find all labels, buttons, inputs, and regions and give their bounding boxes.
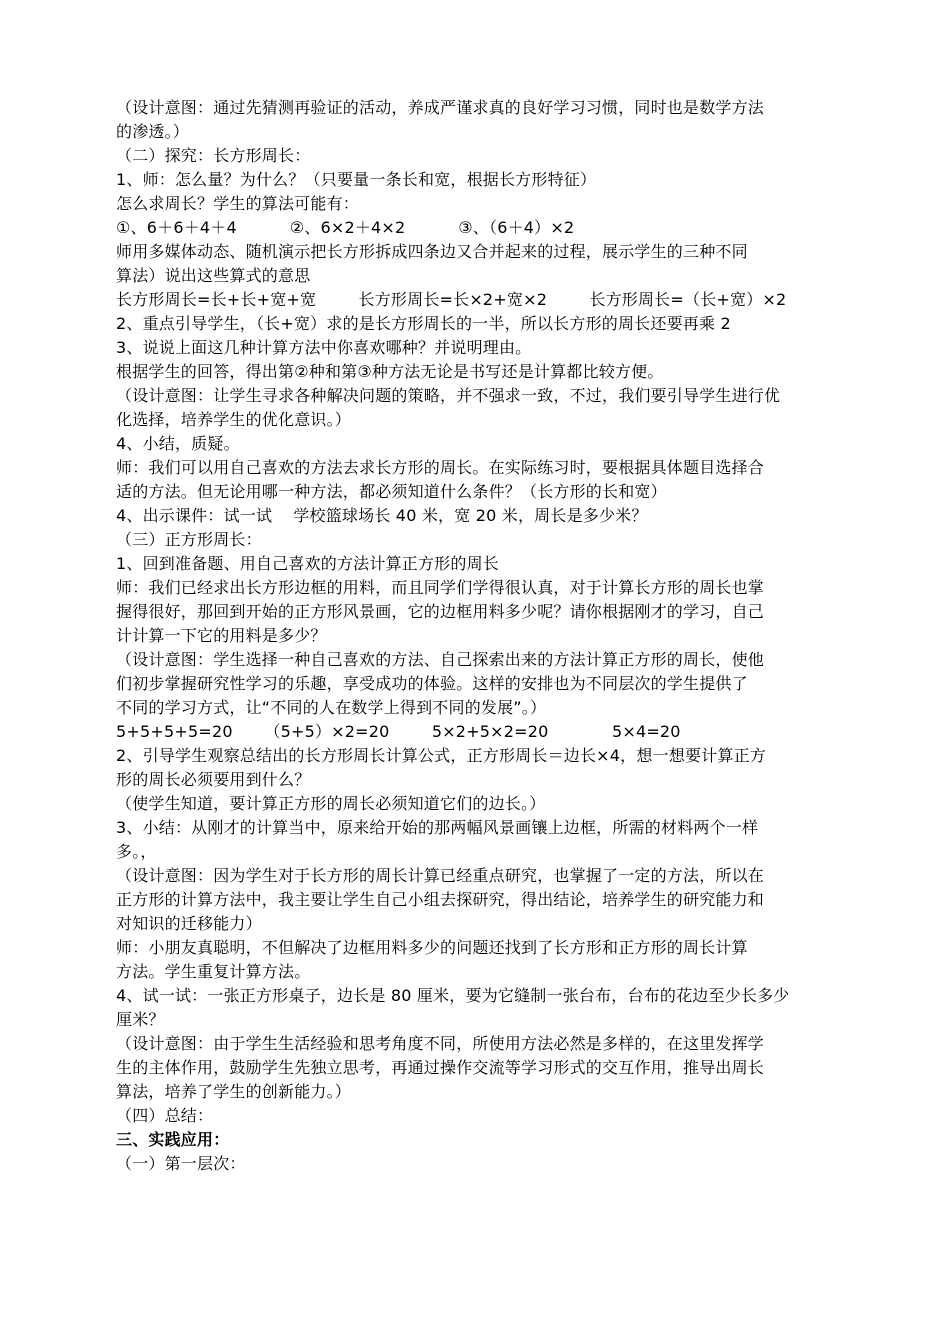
text-line: 4、试一试：一张正方形桌子，边长是 80 厘米，要为它缝制一张台布，台布的花边至少长多少: [116, 986, 790, 1005]
text-line: 算法）说出这些算式的意思: [116, 266, 311, 285]
text-line: 1、师：怎么量？为什么？（只要量一条长和宽，根据长方形特征）: [116, 170, 597, 189]
text-line: （设计意图：由于学生生活经验和思考角度不同，所使用方法必然是多样的，在这里发挥学: [116, 1034, 765, 1053]
text-line: 师：我们可以用自己喜欢的方法去求长方形的周长。在实际练习时，要根据具体题目选择合: [116, 458, 765, 477]
text-line: 多。，: [116, 842, 157, 861]
text-line: 1、回到准备题、用自己喜欢的方法计算正方形的周长: [116, 554, 499, 573]
text-line: 怎么求周长？学生的算法可能有：: [116, 194, 360, 213]
text-line: 不同的学习方式，让“不同的人在数学上得到不同的发展”。）: [116, 698, 547, 717]
text-line: （设计意图：让学生寻求各种解决问题的策略，并不强求一致，不过，我们要引导学生进行优: [116, 386, 781, 405]
text-line: 握得很好，那回到开始的正方形风景画，它的边框用料多少呢？请你根据刚才的学习，自己: [116, 602, 765, 621]
text-line: 师：我们已经求出长方形边框的用料，而且同学们学得很认真，对于计算长方形的周长也掌: [116, 578, 765, 597]
section-heading: （二）探究：长方形周长：: [116, 146, 311, 165]
text-line: 对知识的迁移能力）: [116, 914, 262, 933]
text-line: 3、小结：从刚才的计算当中，原来给开始的那两幅风景画镶上边框，所需的材料两个一样: [116, 818, 759, 837]
text-line: （使学生知道，要计算正方形的周长必须知道它们的边长。）: [116, 794, 546, 813]
text-line: 的渗透。）: [116, 122, 190, 141]
text-line: 师：小朋友真聪明，不但解决了边框用料多少的问题还找到了长方形和正方形的周长计算: [116, 938, 748, 957]
text-line: 3、说说上面这几种计算方法中你喜欢哪种？并说明理由。: [116, 338, 532, 357]
section-heading: （三）正方形周长：: [116, 530, 262, 549]
text-line: 形的周长必须要用到什么？: [116, 770, 311, 789]
text-line: 正方形的计算方法中，我主要让学生自己小组去探研究，得出结论，培养学生的研究能力和: [116, 890, 765, 909]
text-line: （设计意图：因为学生对于长方形的周长计算已经重点研究，也掌握了一定的方法，所以在: [116, 866, 765, 885]
formula-line: 长方形周长=长+长+宽+宽 长方形周长=长×2+宽×2 长方形周长=（长+宽）×2: [116, 290, 787, 309]
text-line: 方法。学生重复计算方法。: [116, 962, 311, 981]
text-line: 根据学生的回答，得出第②种和第③种方法无论是书写还是计算都比较方便。: [116, 362, 664, 381]
formula-line: ①、6＋6＋4＋4 ②、6×2＋4×2 ③、（6＋4）×2: [116, 218, 575, 237]
section-heading-bold: 三、实践应用：: [116, 1130, 230, 1149]
text-line: （设计意图：通过先猜测再验证的活动，养成严谨求真的良好学习习惯，同时也是数学方法: [116, 98, 765, 117]
text-line: 师用多媒体动态、随机演示把长方形拆成四条边又合并起来的过程，展示学生的三种不同: [116, 242, 748, 261]
text-line: 算法，培养了学生的创新能力。）: [116, 1082, 352, 1101]
section-heading: （四）总结：: [116, 1106, 214, 1125]
text-line: 2、重点引导学生，（长+宽）求的是长方形周长的一半，所以长方形的周长还要再乘 2: [116, 314, 731, 333]
text-line: （设计意图：学生选择一种自己喜欢的方法、自己探索出来的方法计算正方形的周长，使他: [116, 650, 765, 669]
document-body: [116, 96, 864, 1176]
text-line: 厘米？: [116, 1010, 165, 1029]
text-line: 化选择，培养学生的优化意识。）: [116, 410, 352, 429]
text-line: 计计算一下它的用料是多少？: [116, 626, 327, 645]
text-line: 4、小结，质疑。: [116, 434, 240, 453]
formula-line: 5+5+5+5=20 （5+5）×2=20 5×2+5×2=20 5×4=20: [116, 722, 681, 741]
text-line: 们初步掌握研究性学习的乐趣，享受成功的体验。这样的安排也为不同层次的学生提供了: [116, 674, 748, 693]
text-line: 2、引导学生观察总结出的长方形周长计算公式，正方形周长＝边长×4，想一想要计算正方: [116, 746, 766, 765]
text-line: 生的主体作用，鼓励学生先独立思考，再通过操作交流等学习形式的交互作用，推导出周长: [116, 1058, 765, 1077]
text-line: 4、出示课件：试一试 学校篮球场长 40 米，宽 20 米，周长是多少米？: [116, 506, 648, 525]
section-heading: （一）第一层次：: [116, 1154, 246, 1173]
text-line: 适的方法。但无论用哪一种方法，都必须知道什么条件？（长方形的长和宽）: [116, 482, 667, 501]
